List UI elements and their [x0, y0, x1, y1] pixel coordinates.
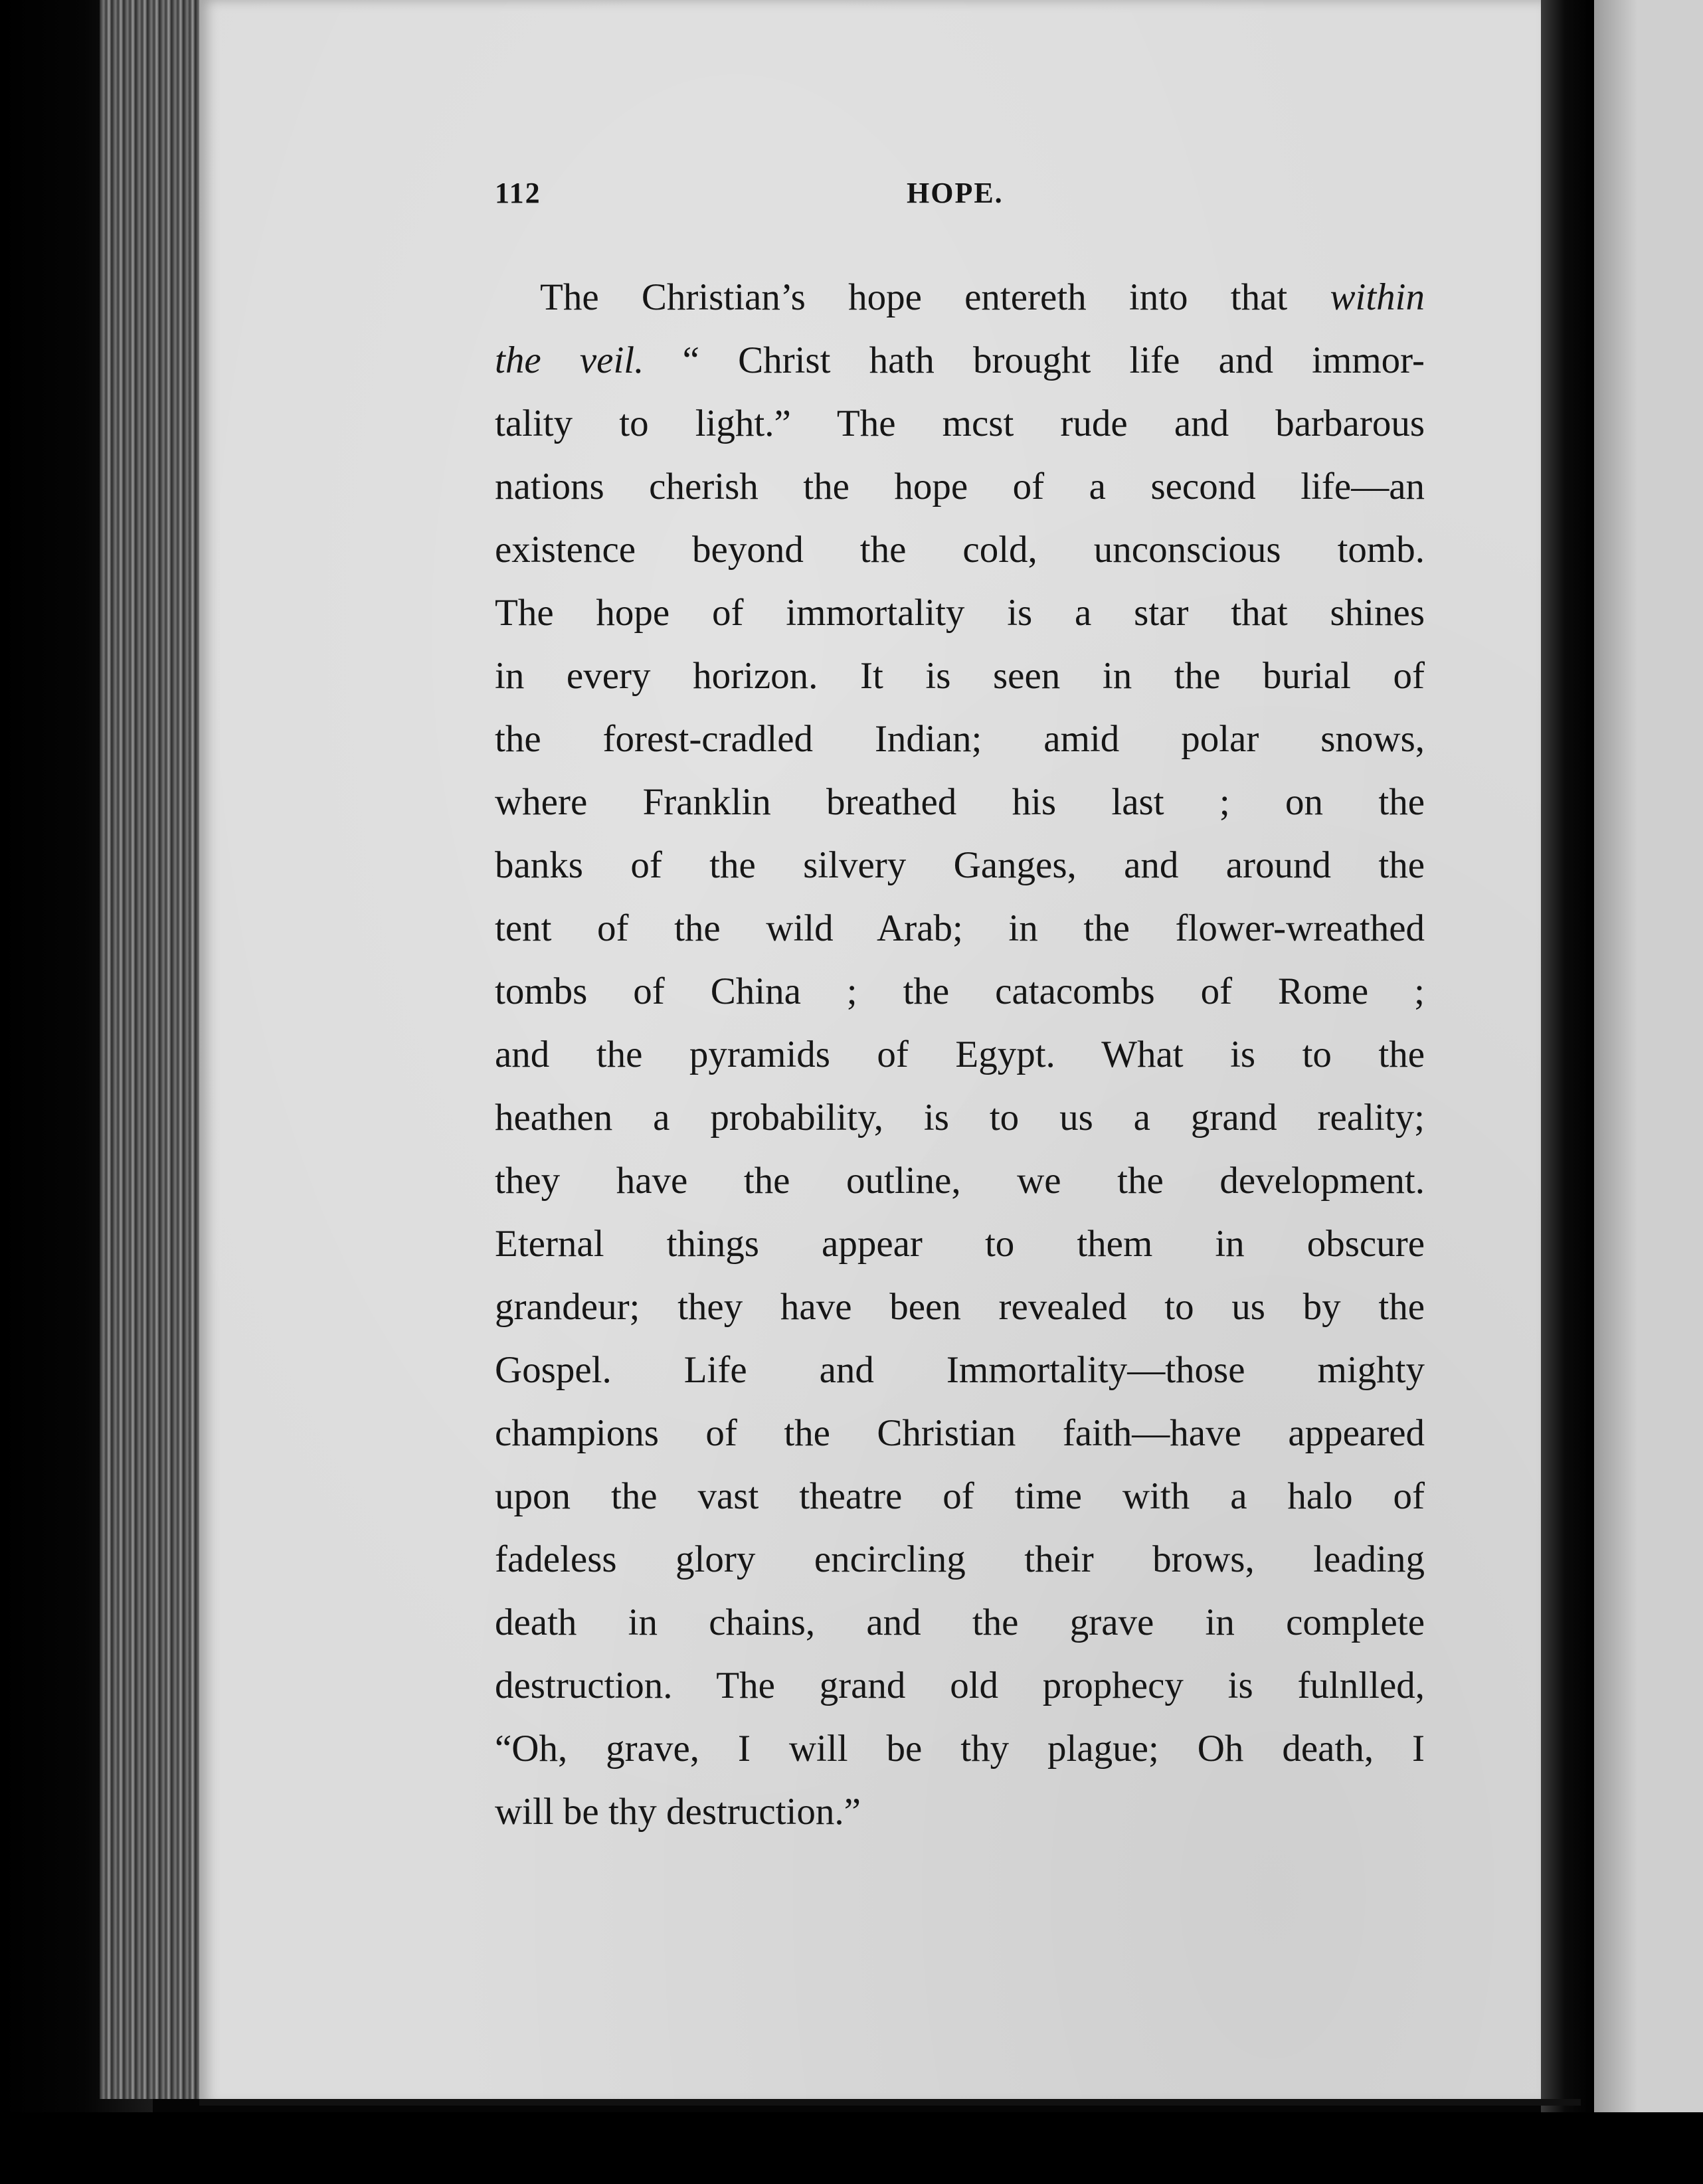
text-line: upon the vast theatre of time with a halo of [495, 1475, 1425, 1517]
page-number: 112 [495, 177, 541, 209]
page-fold-shadow [1541, 0, 1594, 2112]
body-text [495, 266, 1425, 1843]
text-line: existence beyond the cold, unconscious tomb. [495, 529, 1425, 571]
stacked-page-edges [100, 0, 213, 2099]
text-line: will be thy destruction.” [495, 1791, 861, 1833]
text-line: The Christian’s hope entereth into that within [540, 276, 1425, 318]
text-line: fadeless glory encircling their brows, leading [495, 1538, 1425, 1580]
running-head [495, 176, 1425, 216]
text-line: tent of the wild Arab; in the flower-wreathed [495, 907, 1425, 949]
text-line: they have the outline, we the development. [495, 1160, 1425, 1202]
text-line: banks of the silvery Ganges, and around the [495, 844, 1425, 886]
text-line: where Franklin breathed his last ; on the [495, 781, 1425, 823]
text-line: The hope of immortality is a star that shines [495, 592, 1425, 634]
text-line: Eternal things appear to them in obscure [495, 1223, 1425, 1265]
text-line: the forest-cradled Indian; amid polar snows, [495, 718, 1425, 760]
text-line: destruction. The grand old prophecy is fulnlled, [495, 1665, 1425, 1706]
text-line: tality to light.” The mcst rude and barbarous [495, 403, 1425, 444]
italic-phrase: within [1330, 276, 1425, 318]
page-bottom-edge [199, 2099, 1581, 2106]
text-line: champions of the Christian faith—have appeared [495, 1412, 1425, 1454]
text-line: death in chains, and the grave in complete [495, 1601, 1425, 1643]
adjacent-page [1594, 0, 1703, 2112]
text-line: “Oh, grave, I will be thy plague; Oh death, I [495, 1728, 1425, 1770]
text-line: in every horizon. It is seen in the burial of [495, 655, 1425, 697]
text-line: and the pyramids of Egypt. What is to the [495, 1034, 1425, 1075]
text-line: nations cherish the hope of a second life—an [495, 466, 1425, 507]
chapter-title: HOPE. [907, 177, 1004, 209]
text-line: grandeur; they have been revealed to us by the [495, 1286, 1425, 1328]
text-line: tombs of China ; the catacombs of Rome ; [495, 970, 1425, 1012]
italic-phrase: the veil. [495, 339, 644, 381]
text-line: the veil. “ Christ hath brought life and immor- [495, 339, 1425, 381]
scan-bottom-margin [0, 2112, 1703, 2184]
text-line: Gospel. Life and Immortality—those mighty [495, 1349, 1425, 1391]
text-line: heathen a probability, is to us a grand reality; [495, 1097, 1425, 1138]
